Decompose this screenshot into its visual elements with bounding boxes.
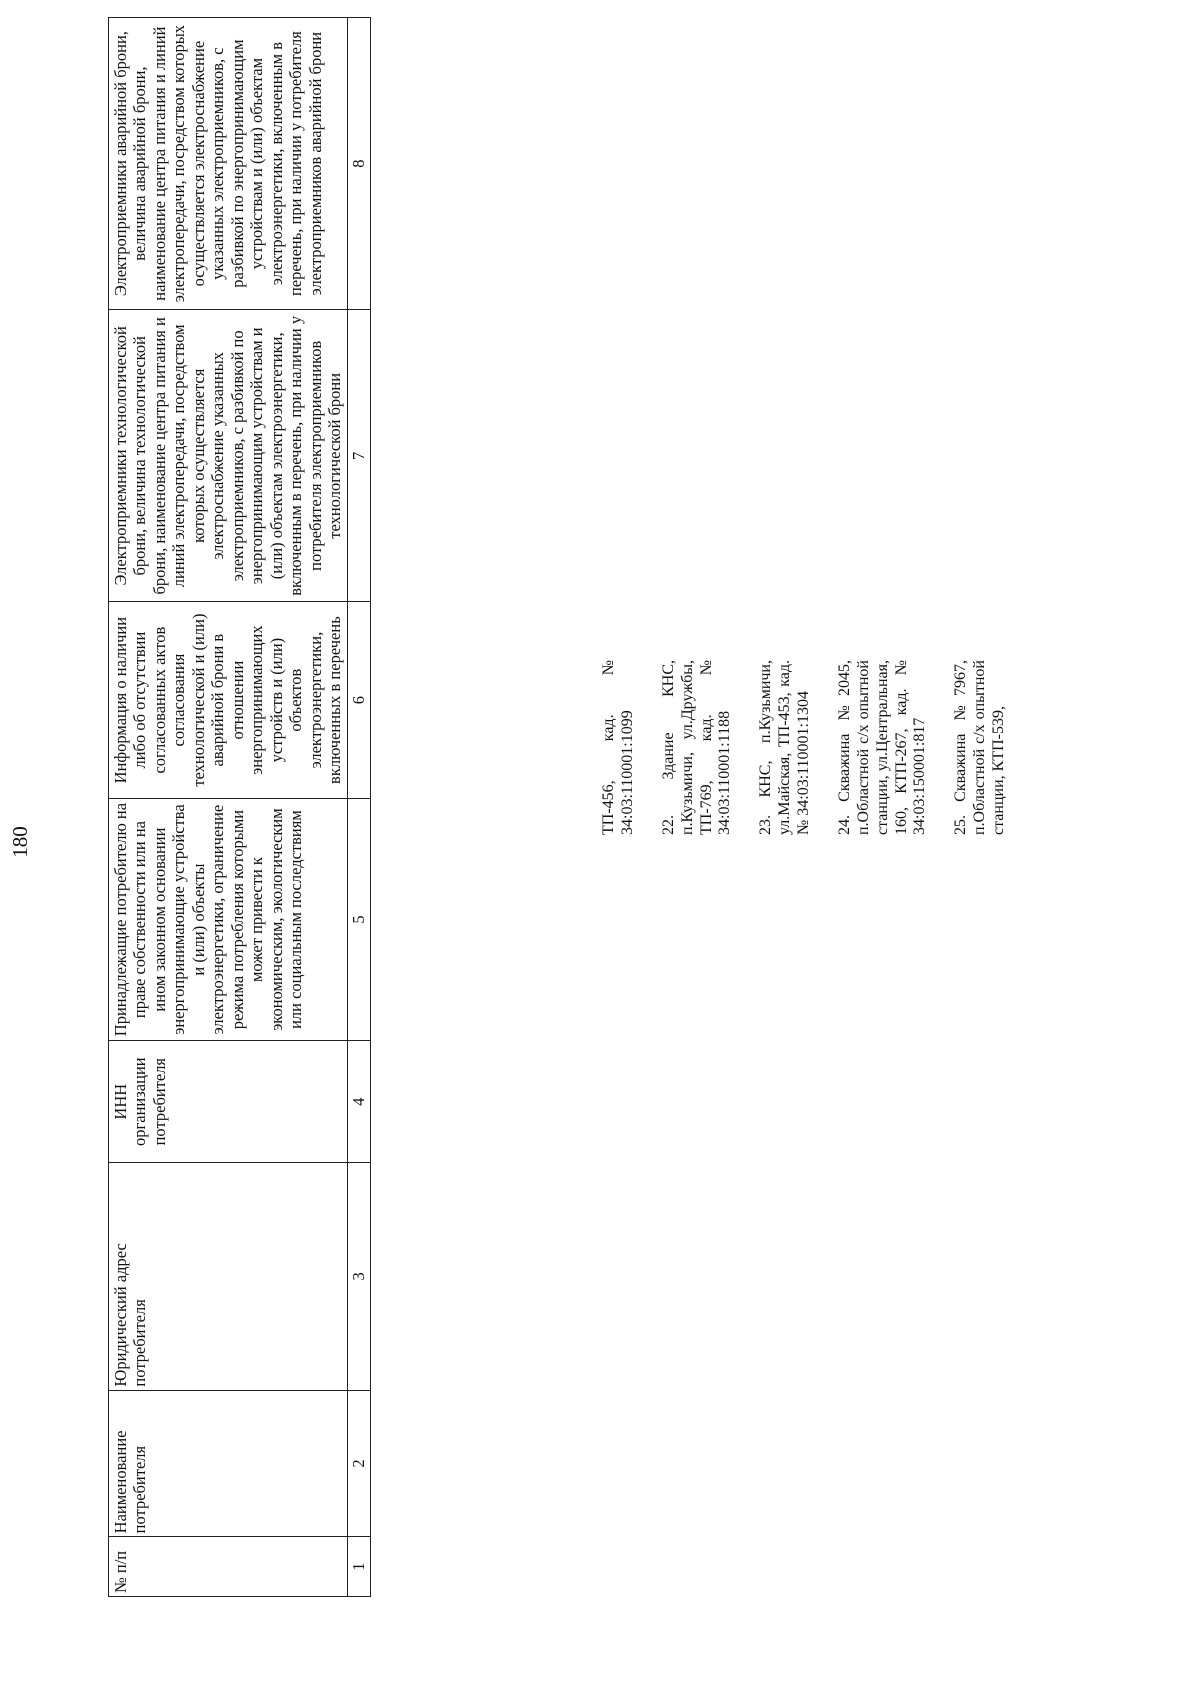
column-number: 7 bbox=[347, 310, 370, 602]
header-reserve-acts: Информация о наличии либо об отсутствии согласованных актов согласования технологической и (или) аварийной брони в отношении энергопринимающих устройств и (или) объектов электроэнергетики, включенных в перечень bbox=[109, 602, 348, 798]
column-number-row bbox=[347, 18, 370, 1597]
column-number: 6 bbox=[347, 602, 370, 798]
header-consumer-name: Наименование потребителя bbox=[109, 1390, 348, 1537]
column-number: 3 bbox=[347, 1163, 370, 1391]
column-number: 5 bbox=[347, 798, 370, 1040]
header-tech-reserve: Электроприемники технологической брони, величина технологической брони, наименование центра питания и линий электропередачи, посредством которых осуществляется электроснабжение указанных электроприемников, с разбивкой по энергопринимающим устройствам и (или) объектам электроэнергетики, включенным в перечень, при наличии у потребителя электроприемников технологической брони bbox=[109, 310, 348, 602]
header-inn: ИНН организации потребителя bbox=[109, 1041, 348, 1163]
header-emergency-reserve: Электроприемники аварийной брони, величина аварийной брони, наименование центра питания и линий электропередачи, посредством которых осуществляется электроснабжение указанных электроприемников, с разбивкой по энергопринимающим устройствам и (или) объектам электроэнергетики, включенным в перечень, при наличии у потребителя электроприемников аварийной брони bbox=[109, 18, 348, 310]
column-number: 2 bbox=[347, 1390, 370, 1537]
column5-entries bbox=[600, 660, 1031, 835]
table-header-row bbox=[109, 18, 348, 1597]
header-legal-address: Юридический адрес потребителя bbox=[109, 1163, 348, 1391]
column-number: 1 bbox=[347, 1537, 370, 1597]
list-item: 23. КНС, п.Кузьмичи, ул.Майская, ТП-453, кад. № 34:03:110001:1304 bbox=[757, 660, 812, 835]
consumers-table bbox=[108, 17, 371, 1597]
column-number: 4 bbox=[347, 1041, 370, 1163]
header-receivers: Принадлежащие потребителю на праве собственности или на ином законном основании энергопринимающие устройства и (или) объекты электроэнергетики, ограничение режима потребления которыми может привести к экономическим, экологическим или социальным последствиям bbox=[109, 798, 348, 1040]
header-number: № п/п bbox=[109, 1537, 348, 1597]
page-number: 180 bbox=[8, 826, 32, 858]
list-item: 24. Скважина №2045, п.Областной с/х опытной станции, ул.Центральная, 160, КТП-267, кад. № 34:03:150001:817 bbox=[835, 660, 929, 835]
column-number: 8 bbox=[347, 18, 370, 310]
list-item: 25. Скважина №7967, п.Областной с/х опытной станции, КТП-539, bbox=[952, 660, 1007, 835]
list-item: 22. Здание КНС, п.Кузьмичи, ул.Дружбы, ТП-769, кад. № 34:03:110001:1188 bbox=[659, 660, 734, 835]
list-item: ТП-456, кад. № 34:03:110001:1099 bbox=[600, 660, 636, 835]
